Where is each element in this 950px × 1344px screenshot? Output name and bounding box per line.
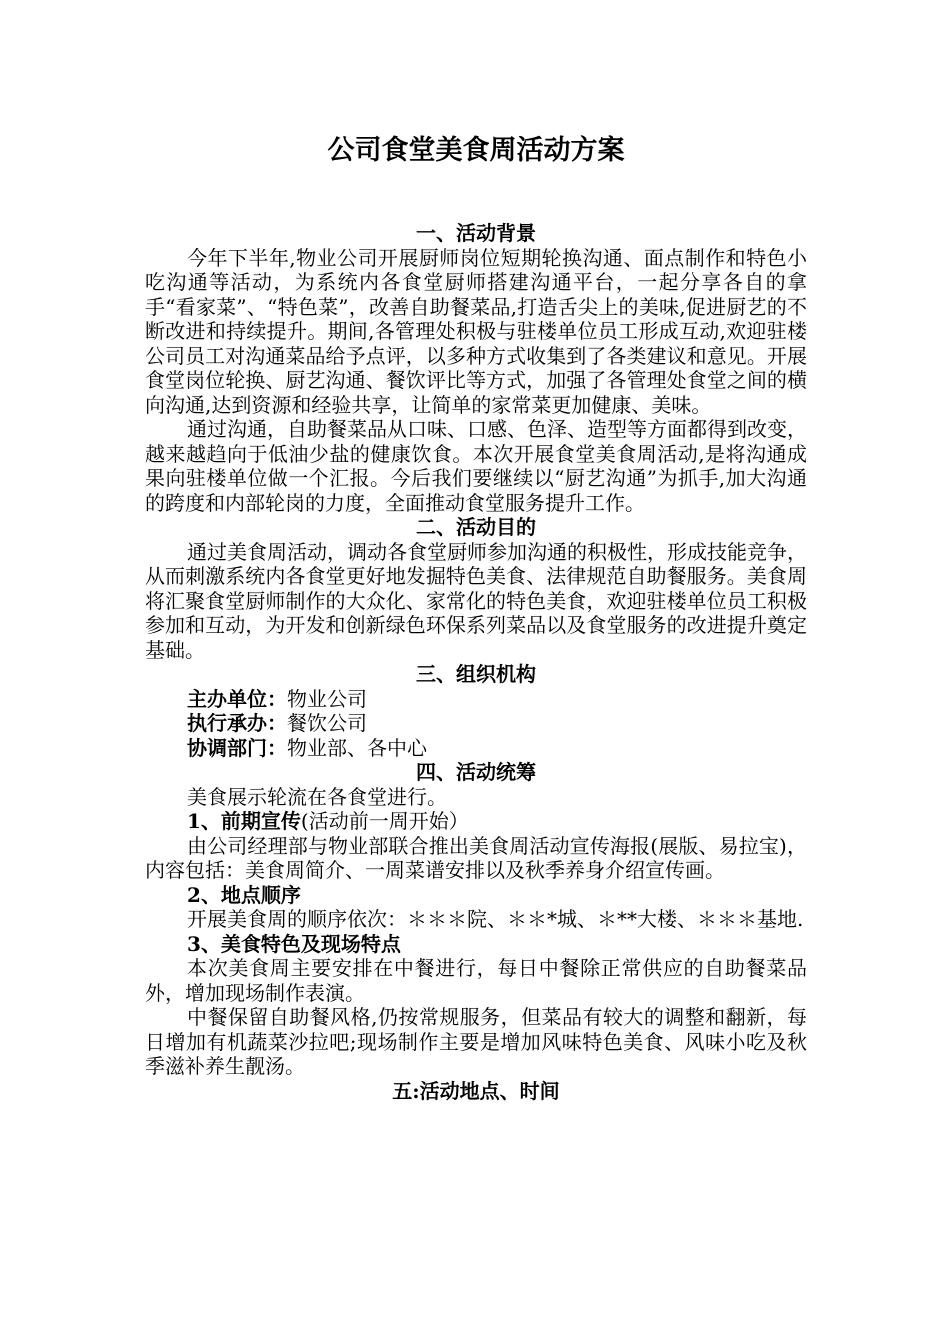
org-coord-value: 物业部、各中心: [287, 735, 427, 760]
planning-intro: 美食展示轮流在各食堂进行。: [187, 784, 447, 809]
subheading-promotion-note: (活动前一周开始）: [300, 809, 469, 833]
subheading-order-label: 2、地点顺序: [187, 882, 301, 907]
org-coord-line: [145, 736, 807, 761]
paragraph: 本次美食周主要安排在中餐进行，每日中餐除正常供应的自助餐菜品外，增加现场制作表演。: [145, 956, 807, 1005]
org-exec-value: 餐饮公司: [287, 711, 367, 735]
paragraph: 通过美食周活动，调动各食堂厨师参加沟通的积极性，形成技能竞争，从而刺激系统内各食堂更好地发掘特色美食、法律规范自助餐服务。美食周将汇聚食堂厨师制作的大众化、家常化的特色美食，欢迎驻楼单位员工积极参加和互动，为开发和创新绿色环保系列菜品以及食堂服务的改进提升奠定基础。: [145, 539, 807, 662]
document-page: [145, 0, 807, 1344]
org-exec-line: [145, 711, 807, 736]
section-heading-organization: 三、组织机构: [416, 662, 536, 686]
org-host-label: 主办单位：: [187, 686, 287, 711]
org-coord-label: 协调部门：: [187, 735, 287, 760]
subheading-order: [145, 883, 807, 908]
subheading-promotion-label: 1、前期宣传: [187, 809, 301, 833]
subheading-promotion: [145, 809, 807, 834]
document-title: 公司食堂美食周活动方案: [327, 135, 625, 166]
subheading-features-label: 3、美食特色及现场特点: [187, 931, 401, 956]
org-host-value: 物业公司: [287, 686, 367, 711]
paragraph: 由公司经理部与物业部联合推出美食周活动宣传海报(展版、易拉宝)，内容包括：美食周简介、一周菜谱安排以及秋季养身介绍宣传画。: [145, 833, 807, 882]
section-heading-location-time: 五:活动地点、时间: [392, 1078, 560, 1103]
paragraph: 中餐保留自助餐风格,仍按常规服务，但菜品有较大的调整和翻新，每日增加有机蔬菜沙拉吧;现场制作主要是增加风味特色美食、风味小吃及秋季滋补养生靓汤。: [145, 1005, 807, 1078]
section-heading-background: 一、活动背景: [416, 221, 536, 245]
section-heading-planning: 四、活动统筹: [416, 760, 536, 784]
org-exec-label: 执行承办：: [187, 711, 287, 735]
document-body: [145, 221, 807, 1103]
subheading-features: [145, 932, 807, 957]
paragraph: 开展美食周的顺序依次：＊＊＊院、＊＊*城、＊**大楼、＊＊＊基地.: [187, 907, 804, 931]
paragraph: 今年下半年,物业公司开展厨师岗位短期轮换沟通、面点制作和特色小吃沟通等活动，为系统内各食堂厨师搭建沟通平台，一起分享各自的拿手“看家菜”、“特色菜”，改善自助餐菜品,打造舌尖上的美味,促进厨艺的不断改进和持续提升。期间,各管理处积极与驻楼单位员工形成互动,欢迎驻楼公司员工对沟通菜品给予点评，以多种方式收集到了各类建议和意见。开展食堂岗位轮换、厨艺沟通、餐饮评比等方式，加强了各管理处食堂之间的横向沟通,达到资源和经验共享，让简单的家常菜更加健康、美味。: [145, 245, 807, 417]
paragraph: 通过沟通，自助餐菜品从口味、口感、色泽、造型等方面都得到改变，越来越趋向于低油少盐的健康饮食。本次开展食堂美食周活动,是将沟通成果向驻楼单位做一个汇报。今后我们要继续以“厨艺沟通”为抓手,加大沟通的跨度和内部轮岗的力度，全面推动食堂服务提升工作。: [145, 417, 807, 515]
section-heading-purpose: 二、活动目的: [416, 515, 536, 539]
org-host-line: [145, 687, 807, 712]
